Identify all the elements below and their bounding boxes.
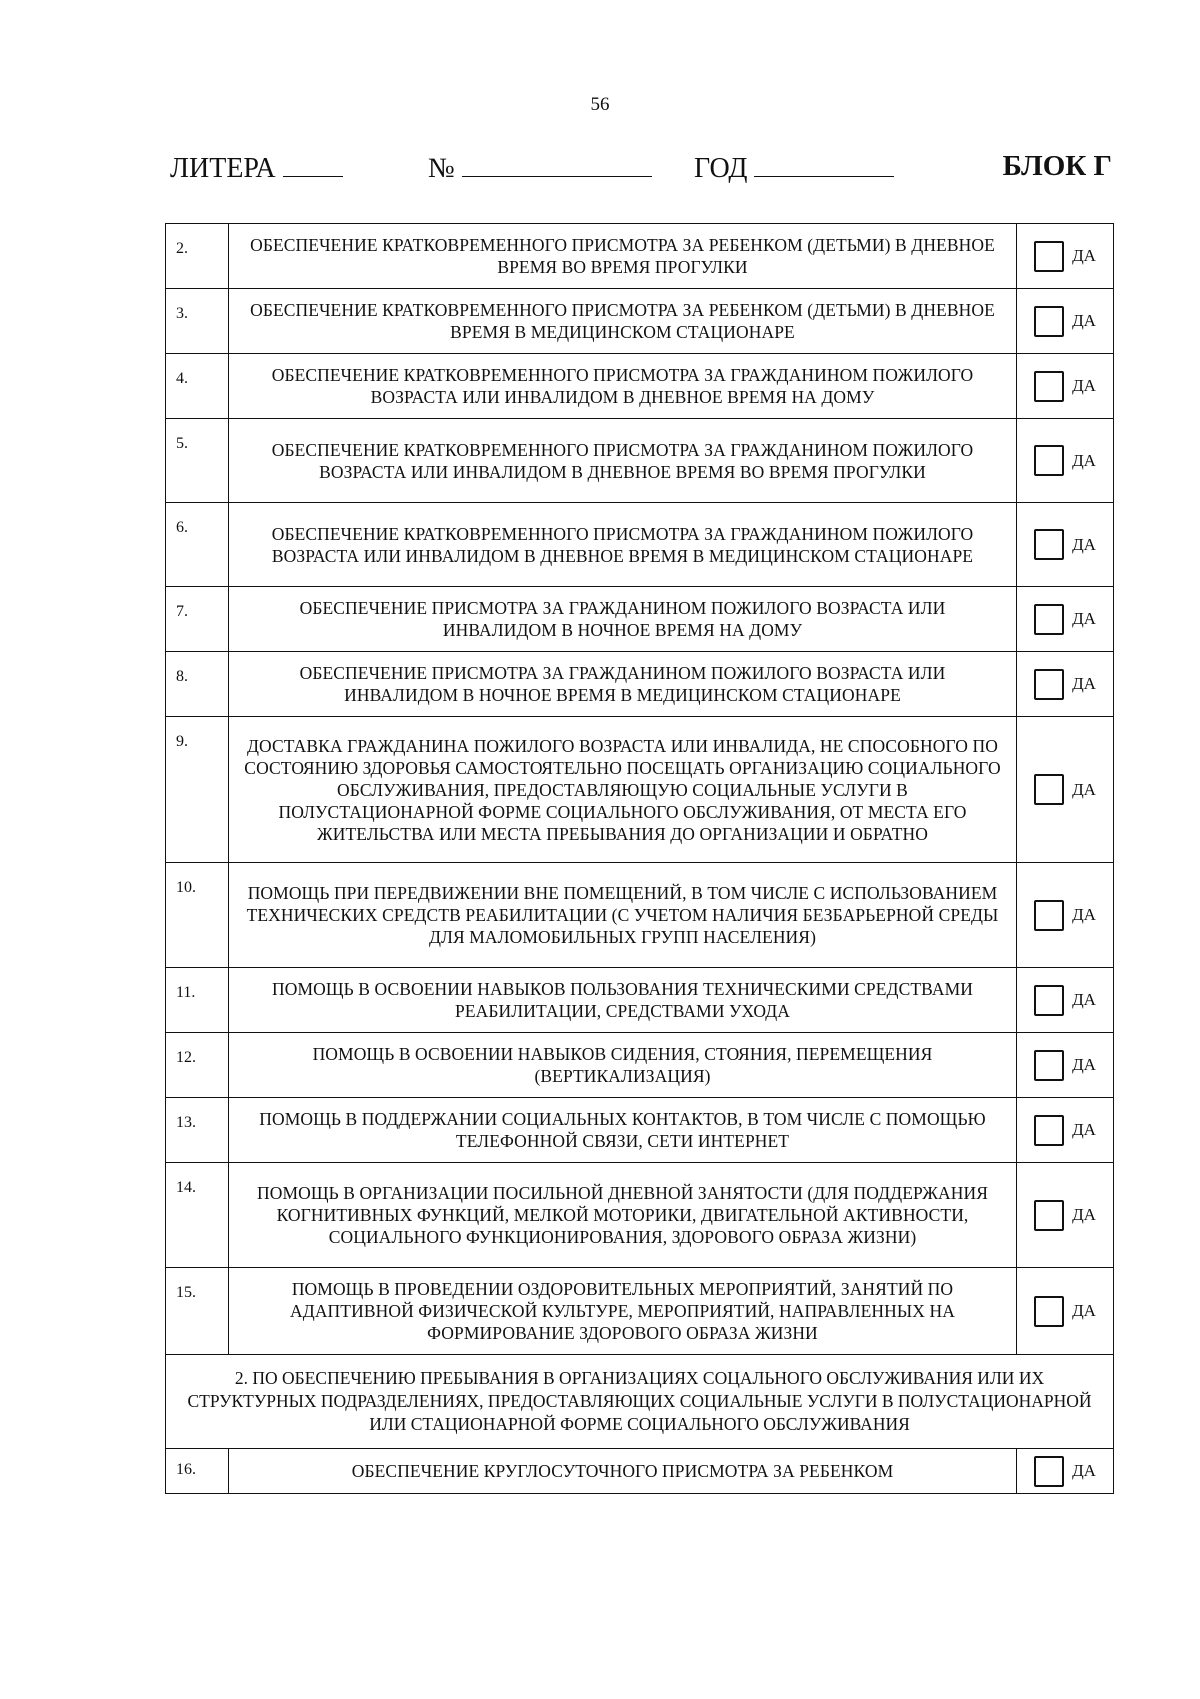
answer-cell [1017, 1449, 1114, 1494]
services-table [165, 223, 1114, 1494]
block-label: БЛОК Г [1002, 150, 1112, 182]
year-field [694, 150, 894, 185]
yes-checkbox[interactable] [1034, 1456, 1064, 1487]
number-field [428, 150, 652, 185]
yes-checkbox[interactable] [1034, 669, 1064, 700]
yes-checkbox[interactable] [1034, 241, 1064, 272]
yes-label: ДА [1072, 779, 1096, 799]
yes-checkbox[interactable] [1034, 371, 1064, 402]
answer-cell [1017, 354, 1114, 419]
yes-label: ДА [1072, 311, 1096, 330]
page-number: 56 [590, 94, 610, 115]
service-row [166, 289, 1114, 354]
service-description: ОБЕСПЕЧЕНИЕ КРАТКОВРЕМЕННОГО ПРИСМОТРА ЗА РЕБЕНКОМ (ДЕТЬМИ) В ДНЕВНОЕ ВРЕМЯ ВО ВРЕМЯ ПРОГУЛКИ [229, 224, 1017, 289]
row-number: 14. [166, 1163, 229, 1268]
service-description: ОБЕСПЕЧЕНИЕ ПРИСМОТРА ЗА ГРАЖДАНИНОМ ПОЖИЛОГО ВОЗРАСТА ИЛИ ИНВАЛИДОМ В НОЧНОЕ ВРЕМЯ В МЕДИЦИНСКОМ СТАЦИОНАРЕ [229, 652, 1017, 717]
service-description: ОБЕСПЕЧЕНИЕ КРАТКОВРЕМЕННОГО ПРИСМОТРА ЗА ГРАЖДАНИНОМ ПОЖИЛОГО ВОЗРАСТА ИЛИ ИНВАЛИДОМ В ДНЕВНОЕ ВРЕМЯ ВО ВРЕМЯ ПРОГУЛКИ [229, 419, 1017, 503]
number-label: № [428, 153, 455, 184]
yes-label: ДА [1072, 1205, 1096, 1224]
answer-cell [1017, 1033, 1114, 1098]
answer-cell [1017, 587, 1114, 652]
row-number: 16. [166, 1449, 229, 1494]
service-description: ПОМОЩЬ В ОРГАНИЗАЦИИ ПОСИЛЬНОЙ ДНЕВНОЙ ЗАНЯТОСТИ (ДЛЯ ПОДДЕРЖАНИЯ КОГНИТИВНЫХ ФУНКЦИЙ, МЕЛКОЙ МОТОРИКИ, ДВИГАТЕЛЬНОЙ АКТИВНОСТИ, СОЦИАЛЬНОГО ФУНКЦИОНИРОВАНИЯ, ЗДОРОВОГО ОБРАЗА ЖИЗНИ) [229, 1163, 1017, 1268]
service-description: ОБЕСПЕЧЕНИЕ КРУГЛОСУТОЧНОГО ПРИСМОТРА ЗА РЕБЕНКОМ [229, 1449, 1017, 1494]
service-row [166, 587, 1114, 652]
service-row [166, 503, 1114, 587]
row-number: 2. [166, 224, 229, 289]
section-row [166, 1355, 1114, 1449]
answer-cell [1017, 503, 1114, 587]
yes-label: ДА [1072, 674, 1096, 693]
row-number: 12. [166, 1033, 229, 1098]
yes-label: ДА [1072, 1120, 1096, 1139]
answer-cell [1017, 863, 1114, 968]
answer-cell [1017, 652, 1114, 717]
yes-label: ДА [1072, 376, 1096, 395]
yes-label: ДА [1072, 534, 1096, 554]
service-description: ОБЕСПЕЧЕНИЕ КРАТКОВРЕМЕННОГО ПРИСМОТРА ЗА ГРАЖДАНИНОМ ПОЖИЛОГО ВОЗРАСТА ИЛИ ИНВАЛИДОМ В ДНЕВНОЕ ВРЕМЯ НА ДОМУ [229, 354, 1017, 419]
service-description: ПОМОЩЬ В ПОДДЕРЖАНИИ СОЦИАЛЬНЫХ КОНТАКТОВ, В ТОМ ЧИСЛЕ С ПОМОЩЬЮ ТЕЛЕФОННОЙ СВЯЗИ, СЕТИ ИНТЕРНЕТ [229, 1098, 1017, 1163]
number-input-line[interactable] [462, 150, 652, 177]
yes-checkbox[interactable] [1034, 1050, 1064, 1081]
row-number: 7. [166, 587, 229, 652]
answer-cell [1017, 968, 1114, 1033]
row-number: 13. [166, 1098, 229, 1163]
yes-label: ДА [1072, 450, 1096, 470]
row-number: 4. [166, 354, 229, 419]
yes-checkbox[interactable] [1034, 985, 1064, 1016]
service-row [166, 1449, 1114, 1494]
service-description: ПОМОЩЬ В ОСВОЕНИИ НАВЫКОВ ПОЛЬЗОВАНИЯ ТЕХНИЧЕСКИМИ СРЕДСТВАМИ РЕАБИЛИТАЦИИ, СРЕДСТВАМИ УХОДА [229, 968, 1017, 1033]
service-row [166, 1268, 1114, 1355]
service-row [166, 1098, 1114, 1163]
yes-label: ДА [1072, 609, 1096, 628]
yes-checkbox[interactable] [1034, 1115, 1064, 1146]
yes-label: ДА [1072, 1461, 1096, 1480]
litera-input-line[interactable] [283, 150, 343, 177]
yes-checkbox[interactable] [1034, 900, 1064, 931]
service-description: ОБЕСПЕЧЕНИЕ КРАТКОВРЕМЕННОГО ПРИСМОТРА ЗА ГРАЖДАНИНОМ ПОЖИЛОГО ВОЗРАСТА ИЛИ ИНВАЛИДОМ В ДНЕВНОЕ ВРЕМЯ В МЕДИЦИНСКОМ СТАЦИОНАРЕ [229, 503, 1017, 587]
service-row [166, 1163, 1114, 1268]
row-number: 9. [166, 717, 229, 863]
service-description: ДОСТАВКА ГРАЖДАНИНА ПОЖИЛОГО ВОЗРАСТА ИЛИ ИНВАЛИДА, НЕ СПОСОБНОГО ПО СОСТОЯНИЮ ЗДОРОВЬЯ САМОСТОЯТЕЛЬНО ПОСЕЩАТЬ ОРГАНИЗАЦИЮ СОЦИАЛЬНОГО ОБСЛУЖИВАНИЯ, ПРЕДОСТАВЛЯЮЩУЮ СОЦИАЛЬНЫЕ УСЛУГИ В ПОЛУСТАЦИОНАРНОЙ ФОРМЕ СОЦИАЛЬНОГО ОБСЛУЖИВАНИЯ, ОТ МЕСТА ЕГО ЖИТЕЛЬСТВА ИЛИ МЕСТА ПРЕБЫВАНИЯ ДО ОРГАНИЗАЦИИ И ОБРАТНО [229, 717, 1017, 863]
answer-cell [1017, 717, 1114, 863]
yes-checkbox[interactable] [1034, 445, 1064, 476]
service-row [166, 354, 1114, 419]
service-description: ПОМОЩЬ В ПРОВЕДЕНИИ ОЗДОРОВИТЕЛЬНЫХ МЕРОПРИЯТИЙ, ЗАНЯТИЙ ПО АДАПТИВНОЙ ФИЗИЧЕСКОЙ КУЛЬТУРЕ, МЕРОПРИЯТИЙ, НАПРАВЛЕННЫХ НА ФОРМИРОВАНИЕ ЗДОРОВОГО ОБРАЗА ЖИЗНИ [229, 1268, 1017, 1355]
yes-label: ДА [1072, 1055, 1096, 1074]
service-row [166, 863, 1114, 968]
year-input-line[interactable] [754, 150, 894, 177]
row-number: 8. [166, 652, 229, 717]
answer-cell [1017, 1098, 1114, 1163]
yes-label: ДА [1072, 246, 1096, 265]
row-number: 15. [166, 1268, 229, 1355]
service-row [166, 717, 1114, 863]
year-label: ГОД [694, 153, 748, 184]
row-number: 3. [166, 289, 229, 354]
yes-checkbox[interactable] [1034, 774, 1064, 805]
yes-checkbox[interactable] [1034, 306, 1064, 337]
litera-label: ЛИТЕРА [170, 153, 276, 184]
litera-field [170, 150, 343, 185]
row-number: 6. [166, 503, 229, 587]
form-header [170, 150, 1112, 190]
yes-checkbox[interactable] [1034, 1296, 1064, 1327]
yes-checkbox[interactable] [1034, 604, 1064, 635]
service-description: ОБЕСПЕЧЕНИЕ КРАТКОВРЕМЕННОГО ПРИСМОТРА ЗА РЕБЕНКОМ (ДЕТЬМИ) В ДНЕВНОЕ ВРЕМЯ В МЕДИЦИНСКОМ СТАЦИОНАРЕ [229, 289, 1017, 354]
answer-cell [1017, 224, 1114, 289]
section-heading: 2. ПО ОБЕСПЕЧЕНИЮ ПРЕБЫВАНИЯ В ОРГАНИЗАЦИЯХ СОЦАЛЬНОГО ОБСЛУЖИВАНИЯ ИЛИ ИХ СТРУКТУРНЫХ ПОДРАЗДЕЛЕНИЯХ, ПРЕДОСТАВЛЯЮЩИХ СОЦИАЛЬНЫЕ УСЛУГИ В ПОЛУСТАЦИОНАРНОЙ ИЛИ СТАЦИОНАРНОЙ ФОРМЕ СОЦИАЛЬНОГО ОБСЛУЖИВАНИЯ [166, 1355, 1114, 1449]
yes-label: ДА [1072, 1301, 1096, 1320]
yes-checkbox[interactable] [1034, 1200, 1064, 1231]
answer-cell [1017, 1268, 1114, 1355]
service-row [166, 652, 1114, 717]
row-number: 5. [166, 419, 229, 503]
service-row [166, 224, 1114, 289]
row-number: 11. [166, 968, 229, 1033]
service-description: ПОМОЩЬ В ОСВОЕНИИ НАВЫКОВ СИДЕНИЯ, СТОЯНИЯ, ПЕРЕМЕЩЕНИЯ (ВЕРТИКАЛИЗАЦИЯ) [229, 1033, 1017, 1098]
answer-cell [1017, 289, 1114, 354]
service-description: ПОМОЩЬ ПРИ ПЕРЕДВИЖЕНИИ ВНЕ ПОМЕЩЕНИЙ, В ТОМ ЧИСЛЕ С ИСПОЛЬЗОВАНИЕМ ТЕХНИЧЕСКИХ СРЕДСТВ РЕАБИЛИТАЦИИ (С УЧЕТОМ НАЛИЧИЯ БЕЗБАРЬЕРНОЙ СРЕДЫ ДЛЯ МАЛОМОБИЛЬНЫХ ГРУПП НАСЕЛЕНИЯ) [229, 863, 1017, 968]
service-description: ОБЕСПЕЧЕНИЕ ПРИСМОТРА ЗА ГРАЖДАНИНОМ ПОЖИЛОГО ВОЗРАСТА ИЛИ ИНВАЛИДОМ В НОЧНОЕ ВРЕМЯ НА ДОМУ [229, 587, 1017, 652]
service-row [166, 1033, 1114, 1098]
row-number: 10. [166, 863, 229, 968]
answer-cell [1017, 1163, 1114, 1268]
yes-checkbox[interactable] [1034, 529, 1064, 560]
answer-cell [1017, 419, 1114, 503]
yes-label: ДА [1072, 905, 1096, 924]
service-row [166, 419, 1114, 503]
yes-label: ДА [1072, 990, 1096, 1009]
service-row [166, 968, 1114, 1033]
